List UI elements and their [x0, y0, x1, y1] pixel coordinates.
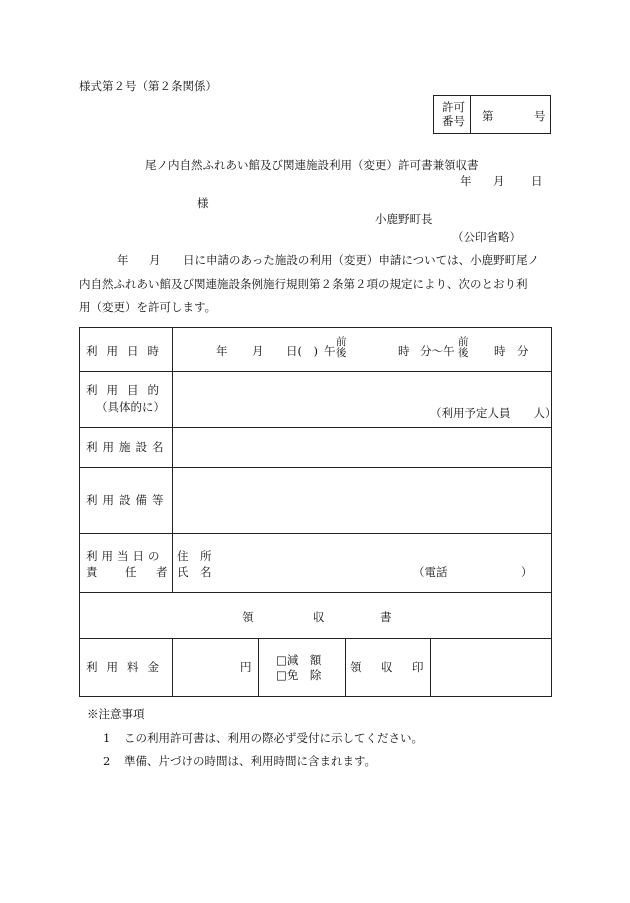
date-day: 日 [531, 174, 543, 188]
start-hour: 時 [398, 344, 410, 358]
label-usage-fee: 利用料金 [86, 660, 168, 674]
end-ampm-stack [458, 337, 469, 359]
addressee-honorific: 様 [197, 196, 209, 210]
start-am: 前 [336, 336, 347, 348]
permit-box-divider [470, 96, 471, 133]
phone-close: ） [521, 565, 533, 579]
notes-heading: ※注意事項 [87, 707, 145, 721]
start-ampm-stack [336, 337, 347, 359]
body-lead-month: 月 [149, 253, 161, 267]
row-divider [80, 427, 551, 428]
start-minute-tilde: 分～ [420, 344, 443, 358]
label-equipment: 利用設備等 [86, 493, 169, 507]
label-responsible-line1: 利用当日の [86, 549, 164, 563]
permit-table [79, 327, 557, 697]
note-text: この利用許可書は、利用の際必ず受付に示してください。 [123, 731, 423, 745]
end-ampm-suffix: 午 [443, 344, 455, 358]
seal-note: （公印省略） [452, 230, 521, 244]
permit-box-label-line2: 番号 [442, 114, 465, 128]
label-column-divider [172, 328, 173, 592]
planned-people: （利用予定人員 人） [430, 406, 557, 420]
body-lead-year: 年 [117, 253, 129, 267]
name-label: 氏 名 [177, 565, 212, 579]
note-item [103, 753, 376, 769]
label-facility-name: 利用施設名 [86, 440, 169, 454]
start-ampm [336, 337, 347, 359]
body-line-1: 日に申請のあった施設の利用（変更）申請については、小鹿野町尾ノ [183, 253, 540, 267]
receipt-char-2: 収 [313, 610, 325, 624]
start-pm: 後 [336, 347, 347, 359]
receipt-char-3: 書 [380, 610, 392, 624]
body-line-2: 内自然ふれあい館及び関連施設条例施行規則第２条第２項の規定により、次のとおり利 [79, 277, 528, 291]
end-pm: 後 [458, 347, 469, 359]
fee-yen: 円 [240, 660, 252, 674]
receipt-stamp-label: 領 収 印 [350, 660, 428, 674]
row-divider [80, 638, 551, 639]
label-column-divider [172, 638, 173, 696]
permit-box-label-line1: 許可 [442, 100, 465, 114]
end-ampm [458, 337, 469, 359]
note-number: 1 [103, 731, 111, 745]
phone-label: （電話 [413, 565, 448, 579]
issuer-name: 小鹿野町長 [375, 212, 433, 226]
permit-number-box [433, 95, 551, 134]
label-usage-purpose: 利用目的 [86, 383, 168, 397]
document-title: 尾ノ内自然ふれあい館及び関連施設利用（変更）許可書兼領収書 [145, 158, 479, 172]
end-am: 前 [458, 336, 469, 348]
fee-divider [430, 638, 431, 696]
option-reduction: □減 額 [276, 653, 322, 667]
receipt-char-1: 領 [242, 610, 254, 624]
label-responsible-char1: 責 [86, 565, 98, 579]
usage-day: 日( ) [286, 344, 318, 358]
option-exemption: □免 除 [276, 668, 322, 682]
note-number: 2 [103, 754, 111, 768]
label-usage-datetime: 利用日時 [86, 344, 168, 358]
body-line-3: 用（変更）を許可します。 [79, 300, 217, 314]
note-item [103, 730, 423, 746]
end-hour: 時 [494, 344, 506, 358]
fee-divider [345, 638, 346, 696]
date-year: 年 [460, 174, 472, 188]
label-responsible-char2: 任 [125, 565, 137, 579]
address-label: 住 所 [177, 549, 212, 563]
note-text: 準備、片づけの時間は、利用時間に含まれます。 [123, 754, 377, 768]
permit-number-suffix: 号 [534, 109, 546, 123]
label-usage-purpose-sub: （具体的に） [96, 400, 165, 414]
usage-month: 月 [252, 344, 264, 358]
row-divider [80, 467, 551, 468]
row-divider [80, 371, 551, 372]
fee-divider [258, 638, 259, 696]
form-label: 様式第２号（第２条関係） [79, 79, 217, 93]
permit-number-prefix: 第 [482, 109, 494, 123]
row-divider [80, 533, 551, 534]
usage-year: 年 [216, 344, 228, 358]
label-responsible-char3: 者 [156, 565, 168, 579]
date-month: 月 [493, 174, 505, 188]
start-ampm-suffix: 午 [324, 344, 336, 358]
row-divider [80, 592, 551, 593]
permit-box-label [442, 100, 465, 128]
end-minute: 分 [517, 344, 529, 358]
